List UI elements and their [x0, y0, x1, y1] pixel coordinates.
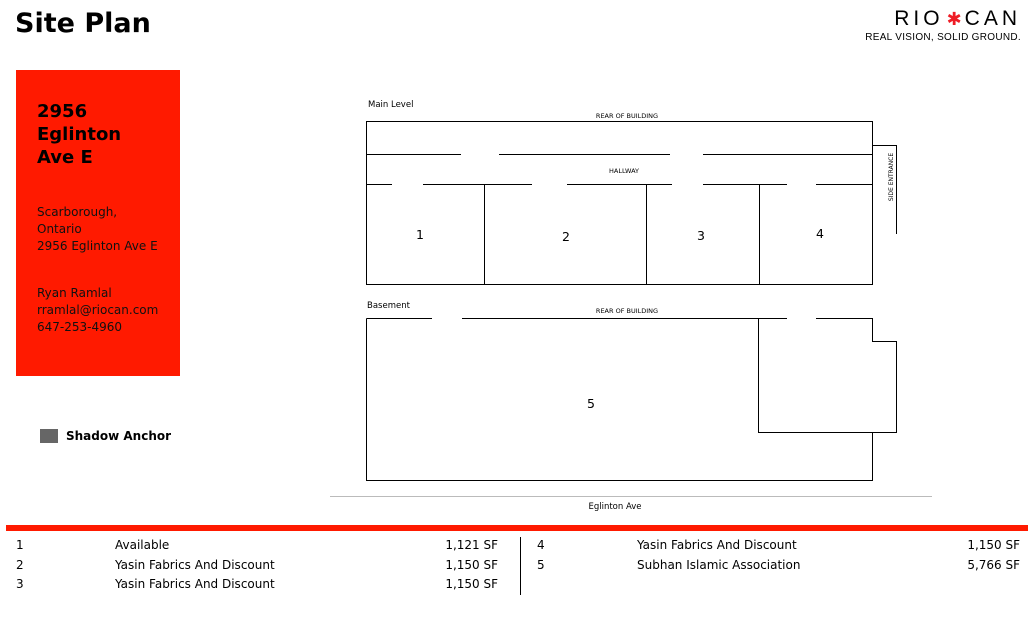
- tenant-size: 1,150 SF: [445, 557, 498, 572]
- legend-label: Shadow Anchor: [66, 429, 172, 443]
- property-address: 2956 Eglinton Ave E: [37, 239, 158, 253]
- tenant-list-left: [16, 538, 498, 597]
- tenant-name: Yasin Fabrics And Discount: [637, 538, 797, 552]
- property-name-line: 2956: [37, 101, 88, 122]
- basement-outline: [367, 319, 897, 433]
- property-city: Scarborough,: [37, 205, 118, 219]
- rear-of-building-label: REAR OF BUILDING: [595, 307, 659, 315]
- unit-label: 3: [697, 228, 705, 243]
- tenant-size: 1,121 SF: [445, 538, 498, 552]
- property-name-line: Eglinton: [37, 124, 122, 145]
- tenant-name: Available: [115, 538, 170, 552]
- tenant-unit: 4: [537, 538, 545, 552]
- logo-tagline: REAL VISION, SOLID GROUND.: [865, 32, 1021, 43]
- property-name-line: Ave E: [37, 147, 93, 168]
- column-divider: [520, 537, 521, 595]
- tenant-unit: 5: [537, 557, 545, 572]
- table-row: [16, 558, 498, 578]
- tenant-unit: 2: [16, 557, 24, 572]
- logo-text-right: CAN: [964, 7, 1021, 30]
- basement-label: Basement: [367, 301, 410, 311]
- basement-outline: [367, 319, 873, 481]
- tenant-unit: 1: [16, 538, 24, 552]
- accent-divider: [6, 525, 1028, 531]
- unit-divider: [485, 185, 760, 285]
- unit-label: 5: [587, 396, 595, 411]
- logo-text-left: RIO: [894, 7, 944, 30]
- side-entrance-label: SIDE ENTRANCE: [888, 152, 895, 202]
- maple-leaf-icon: ✱: [946, 9, 962, 29]
- page-title: Site Plan: [15, 8, 151, 39]
- table-row: [537, 538, 1020, 558]
- hallway-label: HALLWAY: [609, 167, 639, 175]
- tenant-name: Subhan Islamic Association: [637, 557, 801, 572]
- contact-email[interactable]: rramlal@riocan.com: [37, 303, 159, 317]
- contact-phone[interactable]: 647-253-4960: [37, 320, 123, 334]
- main-level-label: Main Level: [368, 100, 414, 110]
- tenant-list-right: [537, 538, 1020, 577]
- table-row: [537, 558, 1020, 578]
- table-row: [16, 538, 498, 558]
- main-level-outline: [367, 122, 873, 285]
- tenant-unit: 3: [16, 577, 24, 591]
- unit-label: 4: [816, 226, 824, 241]
- property-province: Ontario: [37, 222, 82, 236]
- unit-label: 1: [416, 227, 424, 242]
- street-label: Eglinton Ave: [588, 502, 642, 512]
- unit-label: 2: [562, 229, 570, 244]
- tenant-size: 5,766 SF: [967, 557, 1020, 572]
- tenant-name: Yasin Fabrics And Discount: [115, 557, 275, 572]
- tenant-size: 1,150 SF: [967, 538, 1020, 552]
- contact-name: Ryan Ramlal: [37, 286, 112, 300]
- tenant-size: 1,150 SF: [445, 577, 498, 591]
- tenant-name: Yasin Fabrics And Discount: [115, 577, 275, 591]
- table-row: [16, 577, 498, 597]
- rear-of-building-label: REAR OF BUILDING: [595, 112, 659, 120]
